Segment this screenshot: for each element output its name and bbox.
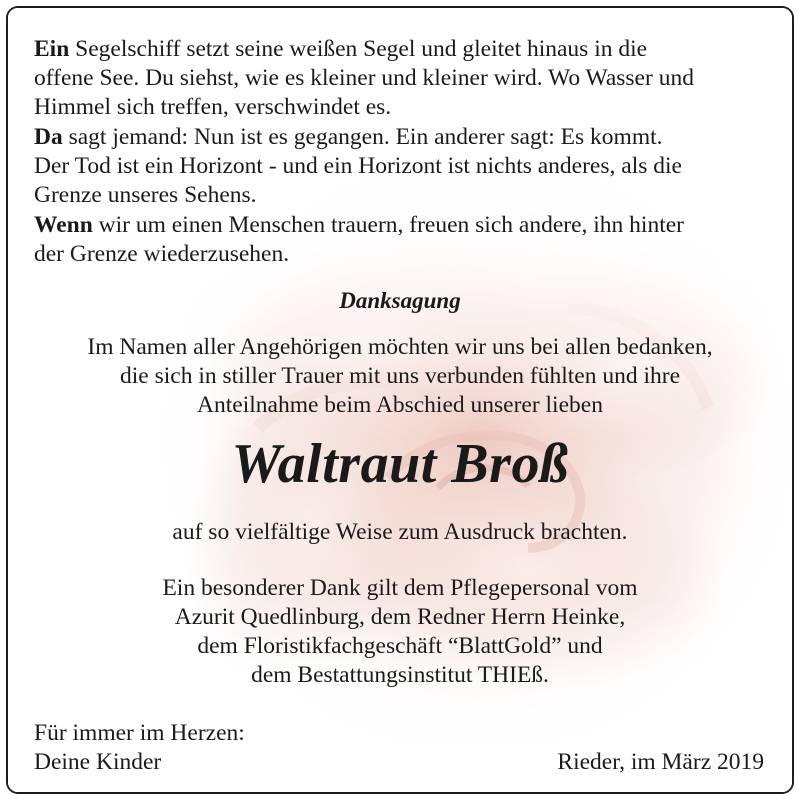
obituary-content	[8, 8, 792, 792]
special-thanks-line: dem Bestattungsinstitut THIEß.	[251, 662, 549, 688]
poem-p2-line2: Der Tod ist ein Horizont - und ein Horizont ist nichts anderes, als die	[34, 153, 682, 179]
signature-line-1: Für immer im Herzen:	[34, 720, 245, 746]
poem-p1-line3: Himmel sich treffen, verschwindet es.	[34, 94, 392, 120]
poem-p3-line2-row	[34, 240, 770, 270]
poem-p1-line2-row	[34, 64, 770, 94]
heading-danksagung: Danksagung	[339, 288, 461, 313]
after-name-line: auf so vielfältige Weise zum Ausdruck brachten.	[172, 519, 628, 545]
thanks-line: die sich in stiller Trauer mit uns verbunden fühlten und ihre	[120, 363, 680, 389]
poem-p1-line3-row	[34, 93, 770, 123]
poem-p1-line2: offene See. Du siehst, wie es kleiner und kleiner wird. Wo Wasser und	[34, 65, 694, 91]
poem-p1-line1: Segelschiff setzt seine weißen Segel und gleitet hinaus in die	[69, 36, 648, 62]
special-thanks-line: dem Floristikfachgeschäft “BlattGold” und	[197, 633, 603, 659]
poem-p1-lead: Ein	[34, 36, 70, 62]
special-thanks-line: Azurit Quedlinburg, dem Redner Herrn Heinke,	[174, 604, 626, 630]
poem-p3-line2: der Grenze wiederzusehen.	[34, 241, 290, 267]
special-thanks-line: Ein besonderer Dank gilt dem Pflegepersonal vom	[162, 575, 638, 601]
poem-paragraph-3	[34, 211, 770, 241]
thanks-line: Im Namen aller Angehörigen möchten wir uns bei allen bedanken,	[87, 334, 713, 360]
poem-paragraph-2	[34, 123, 770, 153]
poem-paragraph-1	[34, 35, 770, 65]
poem-p2-line1: sagt jemand: Nun ist es gegangen. Ein anderer sagt: Es kommt.	[62, 124, 663, 150]
poem-p2-line3: Grenze unseres Sehens.	[34, 182, 257, 208]
thanks-line: Anteilnahme beim Abschied unserer lieben	[197, 392, 603, 418]
poem-p2-line2-row	[34, 152, 770, 182]
poem-p2-line3-row	[34, 181, 770, 211]
poem-p3-lead: Wenn	[34, 212, 93, 238]
obituary-card	[6, 6, 794, 794]
signature-line-2: Deine Kinder	[34, 749, 162, 775]
deceased-name: Waltraut Broß	[231, 433, 569, 495]
poem-p2-lead: Da	[34, 124, 63, 150]
place-date: Rieder, im März 2019	[557, 749, 764, 775]
poem-p3-line1: wir um einen Menschen trauern, freuen sich andere, ihn hinter	[92, 212, 684, 238]
